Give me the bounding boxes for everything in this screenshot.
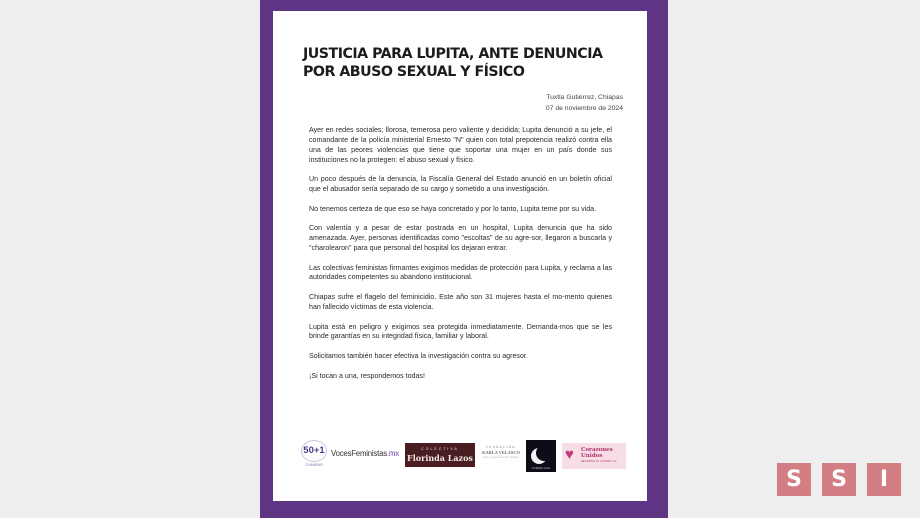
logo-moon — [526, 440, 556, 472]
logo-voces-name: VocesFeministas — [331, 449, 387, 458]
logo-karla-l2: KARLA VELASCO — [482, 450, 520, 455]
title-line-2: POR ABUSO SEXUAL Y FÍSICO — [303, 64, 525, 80]
logo-moon-caption: MUJERES LUNA — [531, 467, 551, 470]
heart-ribbon-icon: ♥ — [565, 446, 574, 463]
title-line-1: JUSTICIA PARA LUPITA, ANTE DENUNCIA — [303, 46, 603, 62]
logo-florinda-big: Florinda Lazos — [407, 453, 473, 463]
watermark-letter-i: I — [867, 463, 901, 496]
paragraph: Solicitamos también hacer efectiva la investigación contra su agresor. — [309, 352, 528, 361]
logo-corazones-tagline: DESARROLLO CASTRO A.C. — [581, 460, 618, 463]
paragraph: Lupita está en peligro y exigimos sea protegida inmediatamente. Demanda-mos que se les brinde garantías en su integridad física, familiar y laboral. — [309, 322, 612, 341]
logo-florinda-small: COLECTIVA — [421, 447, 459, 451]
logo-fundacion-karla-velasco — [482, 444, 520, 468]
logo-corazones-name: Corazones Unidos — [581, 447, 613, 459]
paragraph: No tenemos certeza de que eso se haya concretado y por lo tanto, Lupita teme por su vida. — [309, 204, 597, 213]
watermark-letter-s2: S — [822, 463, 856, 496]
logo-50-mas-1-mark: 50+1 — [301, 440, 327, 462]
date: 07 de noviembre de 2024 — [545, 105, 623, 112]
paragraph: Chiapas sufre el flagelo del feminicidio. Este año son 31 mujeres hasta el mo-mento quienes han fallecido víctimas de esta violencia. — [309, 293, 612, 311]
logo-50-mas-1-sub: CHIAPAS — [305, 462, 323, 467]
logo-50-mas-1 — [301, 440, 327, 470]
paragraph: Un poco después de la denuncia, la Fiscalía General del Estado anunció en un boletín oficial que el abusador sería separado de su cargo y sometido a una investigación. — [309, 175, 612, 194]
paragraph: Con valentía y a pesar de estar postrada en un hospital, Lupita denuncia que ha sido amenazada. Ayer, personas identificadas como "escoltas" de su agre-sor, llegaron a buscarla y "charolearon" para que personal del hospital los dejaran entrar. — [309, 224, 612, 252]
logo-voces-suffix: .mx — [386, 449, 399, 458]
logo-colectiva-florinda-lazos — [405, 443, 475, 467]
paragraph: Las colectivas feministas firmantes exigimos medidas de protección para Lupita, y reclama a las autoridades competentes su abandono institucional. — [309, 263, 612, 282]
logo-karla-l3: POR LA IGUALDAD DE GÉNERO — [483, 456, 519, 459]
crescent-moon-icon — [536, 445, 552, 461]
document-title — [303, 45, 623, 81]
paragraph: ¡Si tocan a una, respondemos todas! — [309, 371, 425, 380]
document-body — [309, 126, 612, 391]
signatory-logos — [298, 438, 628, 472]
logo-karla-l1: FUNDACIÓN — [486, 445, 516, 449]
logo-corazones-unidos — [562, 443, 626, 469]
watermark-letter-s1: S — [777, 463, 811, 496]
place-date — [480, 92, 623, 114]
logo-voces-feministas — [331, 449, 399, 458]
paragraph: Ayer en redes sociales; llorosa, temerosa pero valiente y decidida; Lupita denunció a su jefe, el comandante de la policía ministerial Ernesto "N" quien con total prepotencia realizó contra ella una de las peores violencias que tiene que soportar una mujer en un país donde sus instituciones no la protegen: el abuso sexual y físico. — [309, 126, 612, 164]
place: Tuxtla Gutiérrez, Chiapas — [546, 94, 623, 101]
